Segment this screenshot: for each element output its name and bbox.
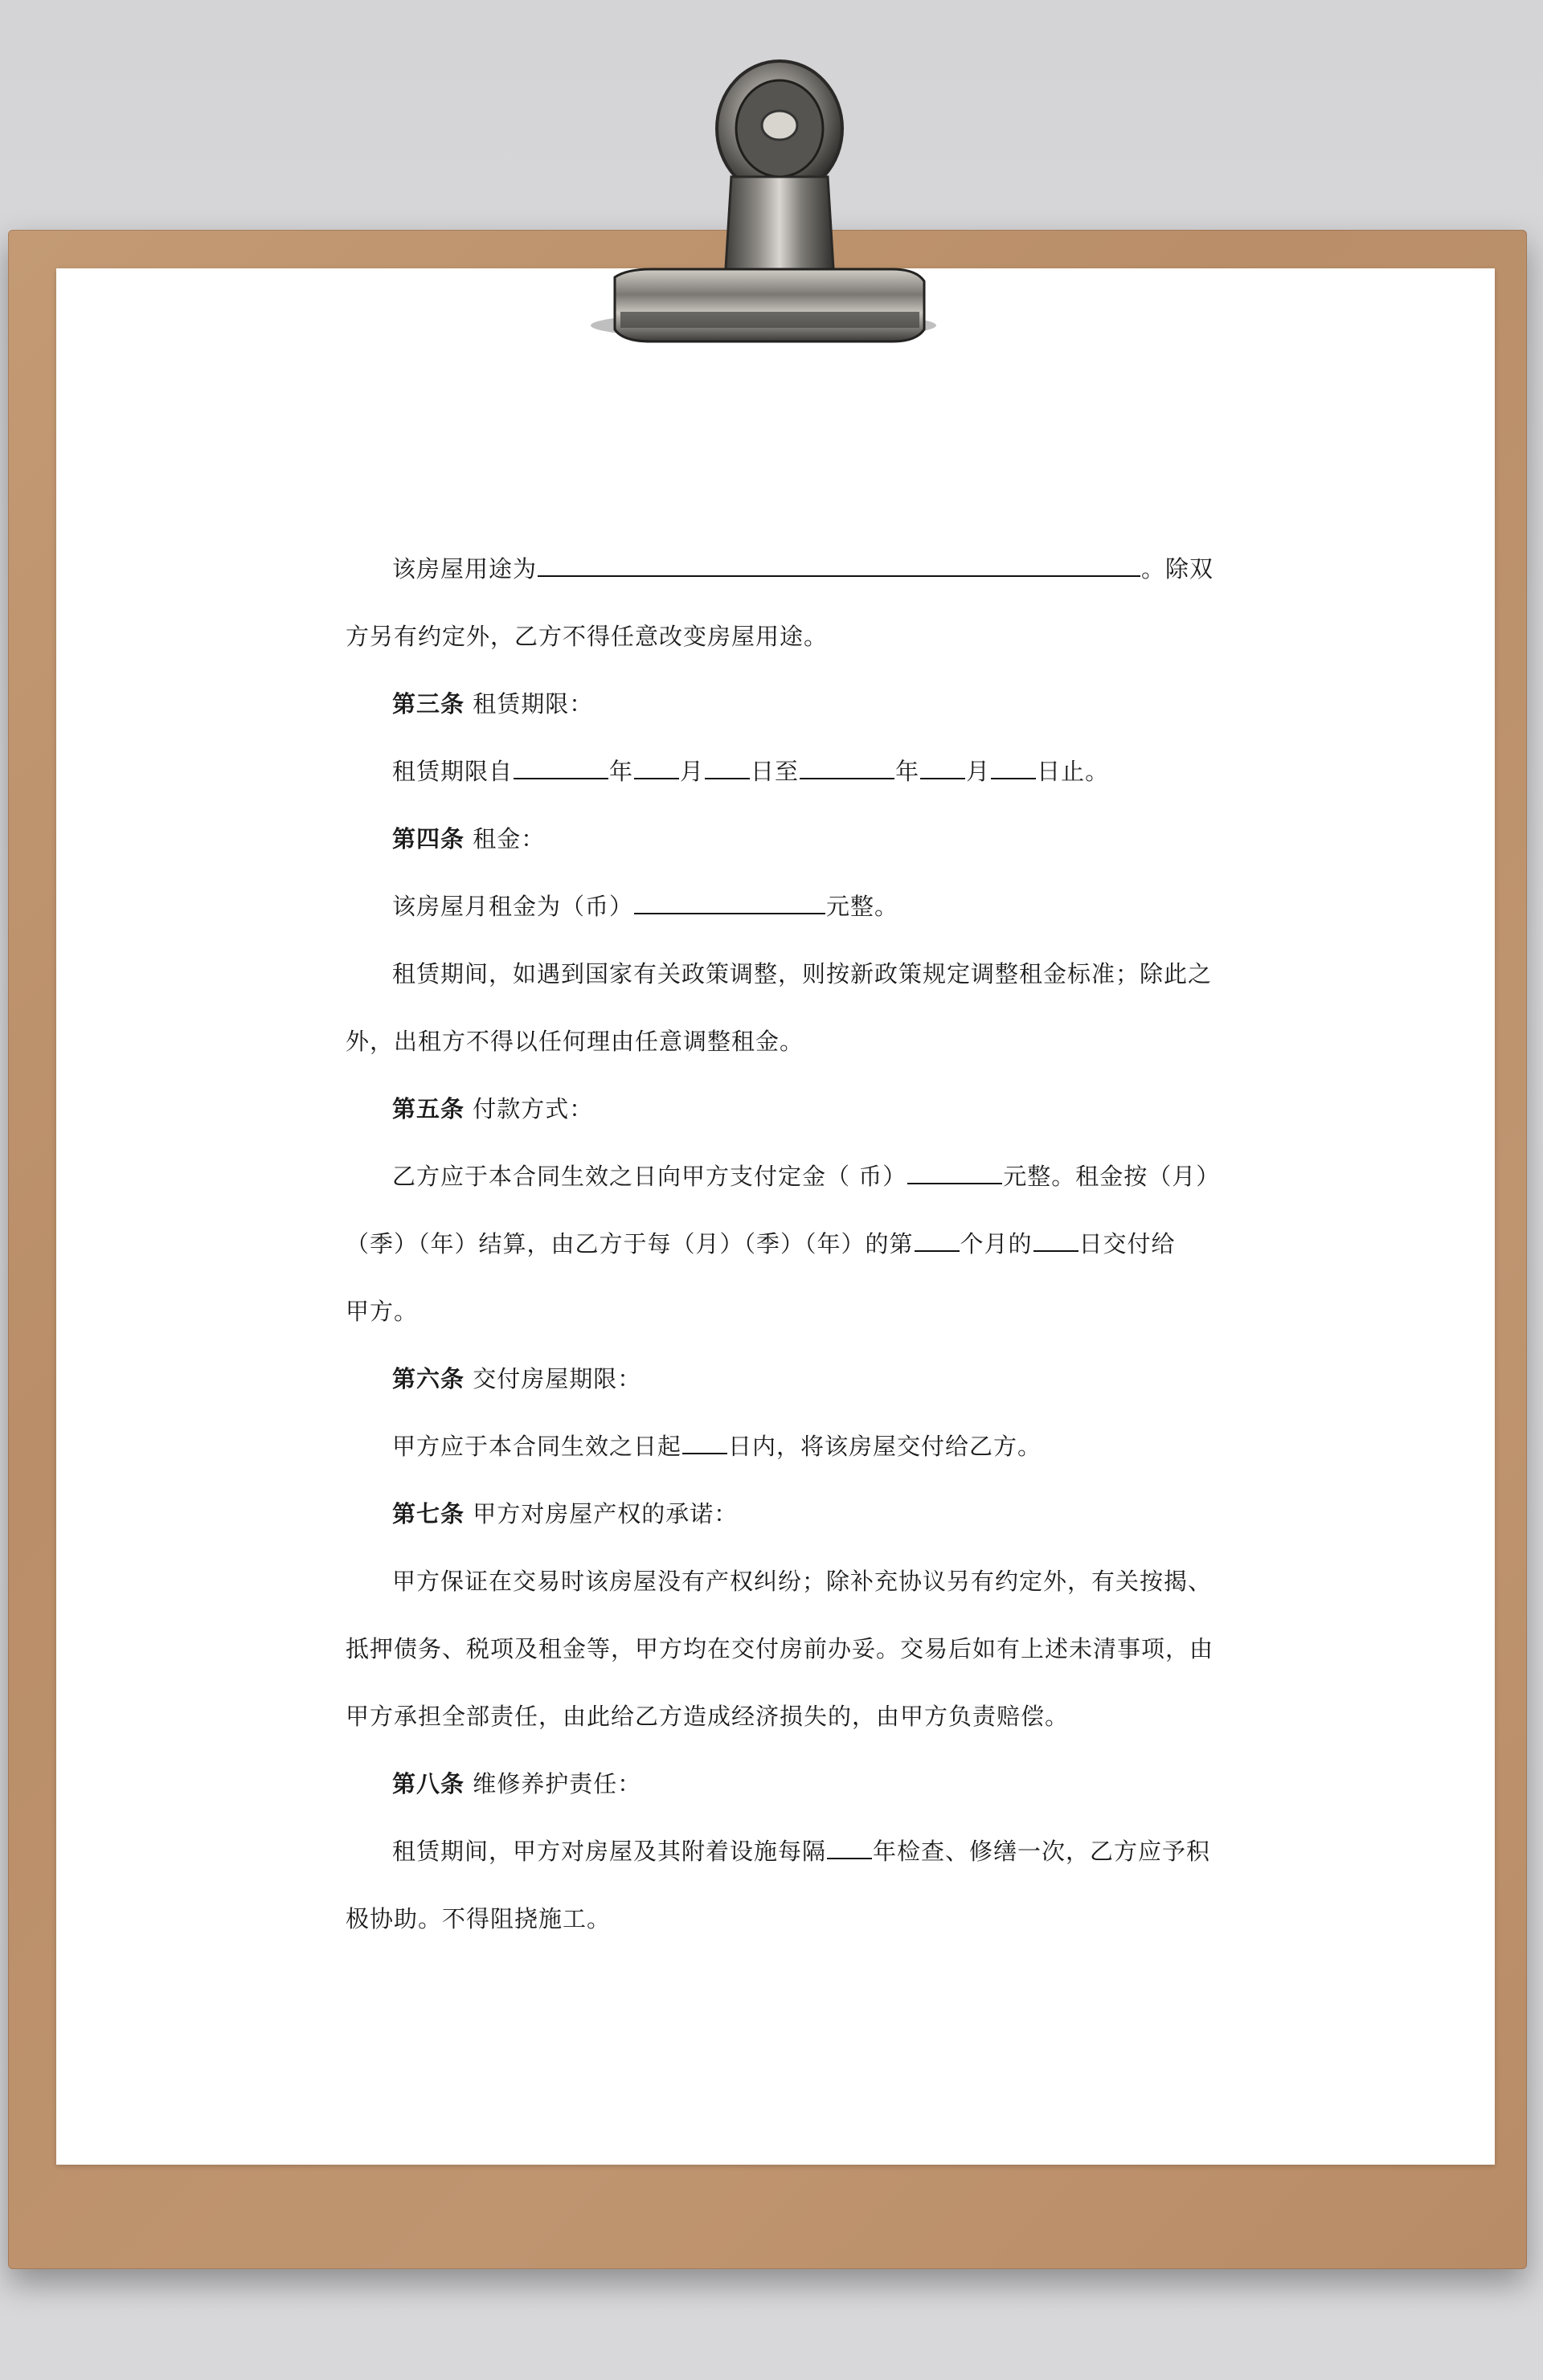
text-part: 月	[966, 758, 991, 785]
article-title: 租金：	[473, 825, 546, 853]
fill-blank[interactable]	[920, 755, 965, 779]
article-number: 第八条	[392, 1770, 465, 1797]
text-line: 外，出租方不得以任何理由任意调整租金。	[346, 1028, 804, 1055]
article-heading-6	[346, 1363, 1244, 1395]
text-usage-b: 。除双	[1141, 555, 1214, 583]
fill-blank[interactable]	[991, 755, 1036, 779]
article-heading-7	[346, 1498, 1244, 1530]
article-title: 租赁期限：	[473, 690, 594, 718]
article-heading-5	[346, 1093, 1244, 1125]
text-line: 抵押债务、税项及租金等，甲方均在交付房前办妥。交易后如有上述未清事项，由	[346, 1635, 1214, 1662]
fill-blank[interactable]	[907, 1160, 1002, 1184]
text-rent-b: 元整。	[826, 893, 899, 920]
article-title: 付款方式：	[473, 1095, 594, 1123]
fill-blank[interactable]	[538, 553, 1140, 577]
fill-blank[interactable]	[634, 755, 679, 779]
paragraph-deposit	[346, 1160, 1244, 1192]
text-line: 甲方承担全部责任，由此给乙方造成经济损失的，由甲方负责赔偿。	[346, 1703, 1070, 1730]
text-line: 甲方。	[346, 1298, 419, 1325]
text-maintenance-a: 租赁期间，甲方对房屋及其附着设施每隔	[392, 1838, 827, 1865]
text-payment-a: （季）（年）结算，由乙方于每（月）（季）（年）的第	[346, 1230, 914, 1257]
text-deposit-a: 乙方应于本合同生效之日向甲方支付定金（ 币）	[392, 1163, 907, 1190]
text-usage-a: 该房屋用途为	[392, 555, 538, 583]
fill-blank[interactable]	[800, 755, 894, 779]
binder-clip-icon	[579, 48, 948, 354]
text-maintenance-b: 年检查、修缮一次，乙方应予积	[873, 1838, 1211, 1865]
text-payment-c: 日交付给	[1078, 1230, 1176, 1257]
paragraph-payment	[346, 1228, 1197, 1260]
paragraph-line	[346, 1565, 1244, 1597]
text-part: 年	[609, 758, 634, 785]
fill-blank[interactable]	[1033, 1228, 1078, 1252]
paragraph-line	[346, 1633, 1214, 1665]
fill-blank[interactable]	[514, 755, 608, 779]
article-number: 第六条	[392, 1365, 465, 1392]
fill-blank[interactable]	[705, 755, 750, 779]
text-deposit-b: 元整。租金按（月）	[1003, 1163, 1221, 1190]
article-number: 第三条	[392, 690, 465, 718]
text-line: 极协助。不得阻挠施工。	[346, 1905, 612, 1932]
fill-blank[interactable]	[682, 1430, 727, 1454]
article-number: 第五条	[392, 1095, 465, 1123]
paragraph-usage	[346, 553, 1244, 585]
text-payment-b: 个月的	[960, 1230, 1033, 1257]
paragraph-line	[346, 1295, 1197, 1327]
paragraph-line	[346, 1700, 1197, 1732]
paragraph-rent	[346, 890, 1244, 922]
paragraph-line	[346, 1025, 1197, 1057]
paragraph-maintenance	[346, 1835, 1244, 1867]
text-rent-a: 该房屋月租金为（币）	[392, 893, 634, 920]
text-delivery-a: 甲方应于本合同生效之日起	[392, 1433, 682, 1460]
fill-blank[interactable]	[827, 1835, 872, 1859]
article-title: 甲方对房屋产权的承诺：	[473, 1500, 739, 1527]
fill-blank[interactable]	[634, 890, 825, 914]
paragraph-term	[346, 755, 1244, 787]
article-heading-3	[346, 688, 1244, 720]
text-delivery-b: 日内，将该房屋交付给乙方。	[728, 1433, 1042, 1460]
article-number: 第四条	[392, 825, 465, 853]
article-title: 交付房屋期限：	[473, 1365, 642, 1392]
article-heading-4	[346, 823, 1244, 855]
text-line: 甲方保证在交易时该房屋没有产权纠纷；除补充协议另有约定外，有关按揭、	[392, 1568, 1213, 1595]
text-part: 日至	[751, 758, 800, 785]
text-line: 租赁期间，如遇到国家有关政策调整，则按新政策规定调整租金标准；除此之	[392, 960, 1213, 988]
text-part: 月	[680, 758, 705, 785]
text-part: 租赁期限自	[392, 758, 514, 785]
article-heading-8	[346, 1768, 1244, 1800]
paragraph-line	[346, 620, 1197, 652]
text-part: 日止。	[1037, 758, 1110, 785]
paragraph-delivery	[346, 1430, 1244, 1462]
fill-blank[interactable]	[915, 1228, 960, 1252]
paragraph-line	[346, 1903, 1197, 1935]
article-number: 第七条	[392, 1500, 465, 1527]
text-line: 方另有约定外，乙方不得任意改变房屋用途。	[346, 623, 829, 650]
text-part: 年	[895, 758, 920, 785]
article-title: 维修养护责任：	[473, 1770, 642, 1797]
paragraph-line	[346, 958, 1244, 990]
